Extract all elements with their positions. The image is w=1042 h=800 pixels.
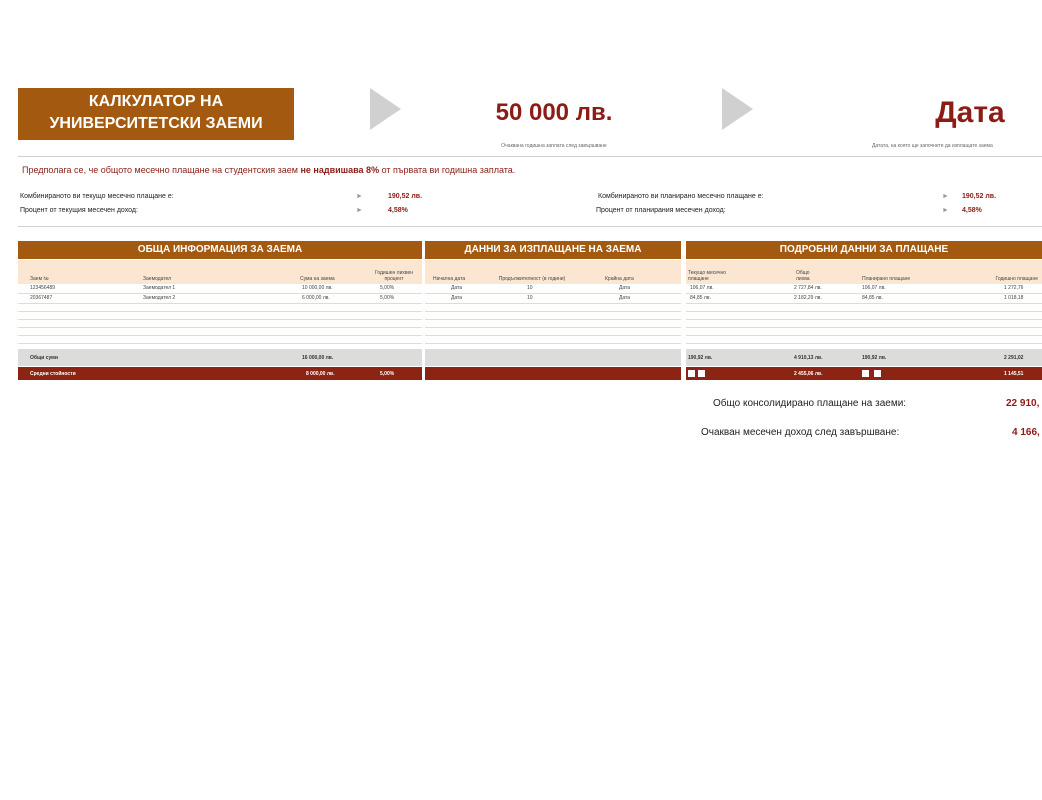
- payment-details-header: ПОДРОБНИ ДАННИ ЗА ПЛАЩАНЕ: [686, 241, 1042, 259]
- empty-row[interactable]: [18, 304, 422, 312]
- table-cell: 10: [527, 285, 533, 291]
- table-cell: 20367487: [30, 295, 53, 301]
- averages-amount: 8 000,00 лв.: [306, 371, 335, 377]
- current-payment-value: 190,52 лв.: [388, 193, 423, 200]
- averages-row: [18, 367, 422, 380]
- title-line-1: КАЛКУЛАТОР НА: [88, 93, 224, 110]
- empty-row[interactable]: [425, 336, 681, 344]
- empty-row[interactable]: [425, 312, 681, 320]
- repayment-date-caption: Датата, на която ще започнете да изплащате заема: [872, 143, 993, 149]
- planned-percent-label: Процент от планирания месечен доход:: [596, 207, 726, 214]
- column-header: Общо лихва: [796, 270, 810, 282]
- table-cell: 1 018,18: [1004, 295, 1024, 301]
- totals-amount: 16 000,00 лв.: [302, 355, 334, 361]
- table-cell: 10: [527, 295, 533, 301]
- table-row[interactable]: [18, 294, 422, 304]
- checkbox[interactable]: [688, 370, 695, 377]
- totals-row: [425, 349, 681, 366]
- empty-row[interactable]: [18, 312, 422, 320]
- empty-row[interactable]: [18, 336, 422, 344]
- column-header: Заем №: [30, 276, 49, 282]
- table-cell: 5,00%: [380, 285, 395, 291]
- totals-cell: 190,92 лв.: [688, 355, 713, 361]
- table-cell: 84,85 лв.: [862, 295, 883, 301]
- table-cell: Дата: [619, 285, 631, 291]
- column-header: Заемодател: [143, 276, 172, 282]
- empty-row[interactable]: [686, 304, 1042, 312]
- column-header: Годишно плащане: [995, 276, 1038, 282]
- arrow-right-icon: ►: [356, 193, 363, 200]
- table-row[interactable]: [425, 284, 681, 294]
- expected-income-label: Очакван месечен доход след завършване:: [701, 427, 900, 438]
- table-cell: Дата: [451, 285, 463, 291]
- averages-cell: 1 145,51: [1004, 371, 1024, 377]
- expected-salary-value[interactable]: 50 000 лв.: [495, 99, 613, 126]
- empty-row[interactable]: [686, 312, 1042, 320]
- calculator-title: [18, 88, 294, 140]
- empty-row[interactable]: [425, 304, 681, 312]
- table-cell: Дата: [451, 295, 463, 301]
- repayment-date-value[interactable]: Дата: [935, 96, 1005, 129]
- column-header: Сума на заема: [300, 276, 335, 282]
- general-info-header: ОБЩА ИНФОРМАЦИЯ ЗА ЗАЕМА: [18, 241, 422, 259]
- table-cell: 123456489: [30, 285, 56, 291]
- totals-row: [686, 349, 1042, 366]
- table-cell: 106,07 лв.: [690, 285, 714, 291]
- payment-details-column-headers: [686, 260, 1042, 284]
- table-cell: 106,07 лв.: [862, 285, 886, 291]
- expected-salary-caption: Очаквана годишна заплата след завършване: [501, 143, 607, 149]
- empty-row[interactable]: [686, 328, 1042, 336]
- table-cell: 84,85 лв.: [690, 295, 711, 301]
- column-header: Продължителност (в години): [498, 276, 566, 282]
- table-cell: Заемодател 1: [143, 285, 176, 291]
- averages-row: [686, 367, 1042, 380]
- totals-cell: 190,92 лв.: [862, 355, 887, 361]
- table-cell: 2 727,84 лв.: [794, 285, 822, 291]
- table-cell: 6 000,00 лв.: [302, 295, 330, 301]
- table-row[interactable]: [686, 294, 1042, 304]
- empty-row[interactable]: [425, 320, 681, 328]
- current-percent-value: 4,58%: [388, 207, 408, 214]
- table-cell: 10 000,00 лв.: [302, 285, 333, 291]
- empty-row[interactable]: [425, 328, 681, 336]
- arrow-right-icon: ►: [356, 207, 363, 214]
- header-divider: [18, 156, 1042, 157]
- table-cell: Заемодател 2: [143, 295, 176, 301]
- column-header: Планирано плащане: [862, 276, 911, 282]
- empty-row[interactable]: [686, 320, 1042, 328]
- table-row[interactable]: [686, 284, 1042, 294]
- repayment-column-headers: [425, 260, 681, 284]
- table-cell: 1 272,76: [1004, 285, 1024, 291]
- consolidated-payment-value: 22 910,: [1006, 398, 1040, 409]
- planned-payment-label: Комбинираното ви планирано месечно плащане е:: [598, 193, 764, 200]
- title-line-2: УНИВЕРСИТЕТСКИ ЗАЕМИ: [49, 115, 263, 132]
- column-header: Крайна дата: [605, 276, 634, 282]
- arrow-right-icon: [370, 88, 401, 130]
- consolidated-payment-label: Общо консолидирано плащане на заеми:: [713, 398, 907, 409]
- column-header: Годишен лихвен процент: [374, 270, 414, 282]
- table-cell: Дата: [619, 295, 631, 301]
- table-row[interactable]: [18, 284, 422, 294]
- planned-payment-value: 190,52 лв.: [962, 193, 997, 200]
- current-percent-label: Процент от текущия месечен доход:: [20, 207, 138, 214]
- assumption-note: Предполага се, че общото месечно плащане на студентския заем не надвишава 8% от първата ви годишна заплата.: [22, 165, 516, 175]
- checkbox[interactable]: [698, 370, 705, 377]
- checkbox[interactable]: [874, 370, 881, 377]
- arrow-right-icon: ►: [942, 207, 949, 214]
- general-info-column-headers: [18, 260, 422, 284]
- averages-label: Средни стойности: [30, 371, 76, 377]
- totals-label: Общи суми: [30, 355, 58, 361]
- payment-details-section: [686, 241, 1042, 383]
- empty-row[interactable]: [18, 320, 422, 328]
- totals-cell: 2 291,02: [1004, 355, 1024, 361]
- checkbox[interactable]: [862, 370, 869, 377]
- empty-row[interactable]: [686, 336, 1042, 344]
- column-header: Текущо месечно плащане: [688, 270, 727, 282]
- column-header: Начална дата: [433, 276, 466, 282]
- table-cell: 2 182,29 лв.: [794, 295, 822, 301]
- planned-percent-value: 4,58%: [962, 207, 982, 214]
- table-cell: 5,00%: [380, 295, 395, 301]
- empty-row[interactable]: [18, 328, 422, 336]
- arrow-right-icon: ►: [942, 193, 949, 200]
- averages-rate: 5,00%: [380, 371, 395, 377]
- averages-row: [425, 367, 681, 380]
- repayment-section: [425, 241, 681, 383]
- table-row[interactable]: [425, 294, 681, 304]
- averages-cell: 2 455,06 лв.: [794, 371, 823, 377]
- summary-divider: [18, 226, 1042, 227]
- repayment-header: ДАННИ ЗА ИЗПЛАЩАНЕ НА ЗАЕМА: [425, 241, 681, 259]
- totals-cell: 4 910,13 лв.: [794, 355, 823, 361]
- general-info-section: [18, 241, 422, 383]
- current-payment-label: Комбинираното ви текущо месечно плащане е:: [20, 193, 174, 200]
- arrow-right-icon: [722, 88, 753, 130]
- totals-row: [18, 349, 422, 366]
- expected-income-value: 4 166,: [1012, 427, 1040, 438]
